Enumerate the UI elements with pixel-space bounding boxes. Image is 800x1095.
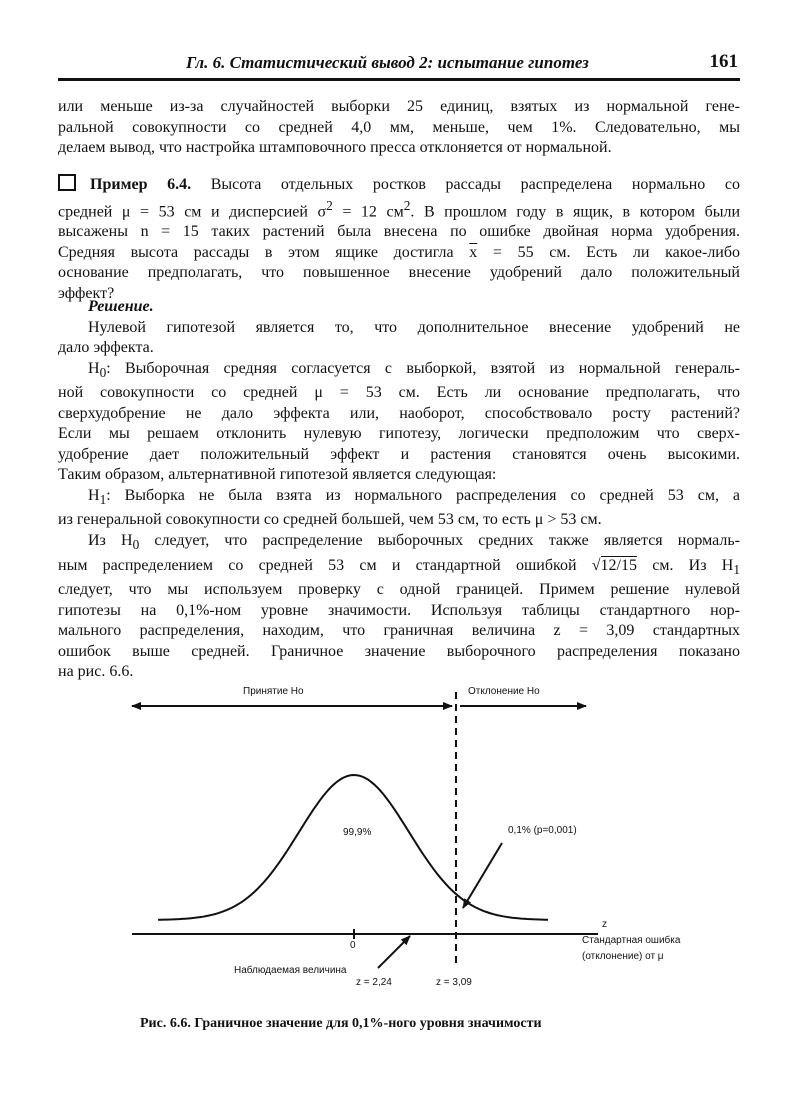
text-line: Из $H_0$ следует, что распределение выборочных средних также является нормаль- xyxy=(88,531,740,553)
page-number: 161 xyxy=(709,51,738,72)
text-line: эффект? xyxy=(58,284,115,302)
running-header xyxy=(58,50,740,81)
text-line: делаем вывод, что настройка штамповочного пресса отклоняется от нормальной. xyxy=(58,139,612,156)
text-line: основание предполагать, что повышенное внесение удобрений дало положительный xyxy=(58,264,740,282)
sample-mean-symbol: $\overline{x}$ xyxy=(469,243,478,261)
text-line: ошибок выше средней. Граничное значение выборочного распределения показано xyxy=(58,642,740,660)
center-area-percent: 99,9% xyxy=(343,827,372,838)
observed-value-label: Наблюдаемая величина xyxy=(234,965,347,976)
axis-caption-line2: (отклонение) от μ xyxy=(582,951,664,962)
text-line: высажены n = 15 таких растений была внесена по ошибке двойная норма удобрения. xyxy=(58,223,740,241)
sqrt-expression: 12/15 xyxy=(600,556,637,574)
text-line: сверхудобрение не дало эффекта или, наоборот, способствовало росту растений? xyxy=(58,404,740,422)
solution xyxy=(58,297,740,683)
text-line: Нулевой гипотезой является то, что дополнительное внесение удобрений не xyxy=(88,318,740,336)
text-line: Таким образом, альтернативной гипотезой является следующая: xyxy=(58,466,497,484)
solution-heading: Решение. xyxy=(88,298,154,315)
paragraph-conclusion xyxy=(58,97,740,159)
text-line: удобрение дает положительный эффект и растения становятся очень высокими. xyxy=(58,445,740,463)
axis-caption-line1: Стандартная ошибка xyxy=(582,935,681,946)
text-line: на рис. 6.6. xyxy=(58,663,134,681)
text-line: Если мы решаем отклонить нулевую гипотезу, логически предположим что сверх- xyxy=(58,425,740,443)
observed-value-arrow xyxy=(378,936,410,968)
example-box-icon xyxy=(58,174,76,191)
bell-curve xyxy=(158,775,548,920)
text-line: ральной совокупности со средней 4,0 мм, меньше, чем 1%. Следовательно, мы xyxy=(58,118,740,136)
text-line: мального распределения, находим, что граничная величина z = 3,09 стандартных xyxy=(58,622,740,640)
reject-region-label: Отклонение Но xyxy=(468,686,540,697)
observed-z-label: z = 2,24 xyxy=(356,977,392,988)
axis-symbol-z: z xyxy=(602,919,607,930)
example-label: Пример 6.4. xyxy=(90,176,192,193)
text-line: гипотезы на 0,1%-ном уровне значимости. Используя таблицы стандартного нор- xyxy=(58,601,740,619)
text-line: $H_1$: Выборка не была взята из нормального распределения со средней 53 см, а xyxy=(88,486,740,507)
chapter-title: Гл. 6. Статистический вывод 2: испытание гипотез xyxy=(186,53,589,72)
text-line: Средняя высота рассады в этом ящике достигла $\overline{x} = 55$ см. Есть ли какое-либо xyxy=(58,243,741,261)
critical-z-label: z = 3,09 xyxy=(436,977,472,988)
text-line: следует, что мы используем проверку с одной границей. Примем решение нулевой xyxy=(58,581,740,599)
text-line: или меньше из-за случайностей выборки 25 единиц, взятых из нормальной гене- xyxy=(58,98,740,115)
text-line: $H_0$: Выборочная средняя согласуется с выборкой, взятой из нормальной генераль- xyxy=(88,359,740,380)
example-6-4 xyxy=(58,174,740,304)
text-line: Пример 6.4. Высота отдельных ростков рассады распределена нормально со xyxy=(58,174,740,196)
tail-pointer-arrow xyxy=(463,843,502,908)
accept-region-label: Принятие Но xyxy=(243,686,304,697)
normal-distribution-figure xyxy=(0,670,800,1000)
text-line: ным распределением со средней 53 см и стандартной ошибкой √12/15 см. Из $H_1$ xyxy=(58,556,741,577)
tail-area-label: 0,1% (p=0,001) xyxy=(508,825,577,836)
text-line: ной совокупности со средней μ = 53 см. Есть ли основание предполагать, что xyxy=(58,384,740,402)
text-line: средней μ = 53 см и дисперсией $\sigma^2 = 12$ $см^2$. В прошлом году в ящик, в котором были xyxy=(58,197,741,220)
zero-tick-label: 0 xyxy=(350,940,356,951)
figure-caption: Рис. 6.6. Граничное значение для 0,1%-ного уровня значимости xyxy=(140,1016,542,1031)
text-line: дало эффекта. xyxy=(58,339,154,356)
text-line: из генеральной совокупности со средней большей, чем 53 см, то есть μ > 53 см. xyxy=(58,511,602,529)
